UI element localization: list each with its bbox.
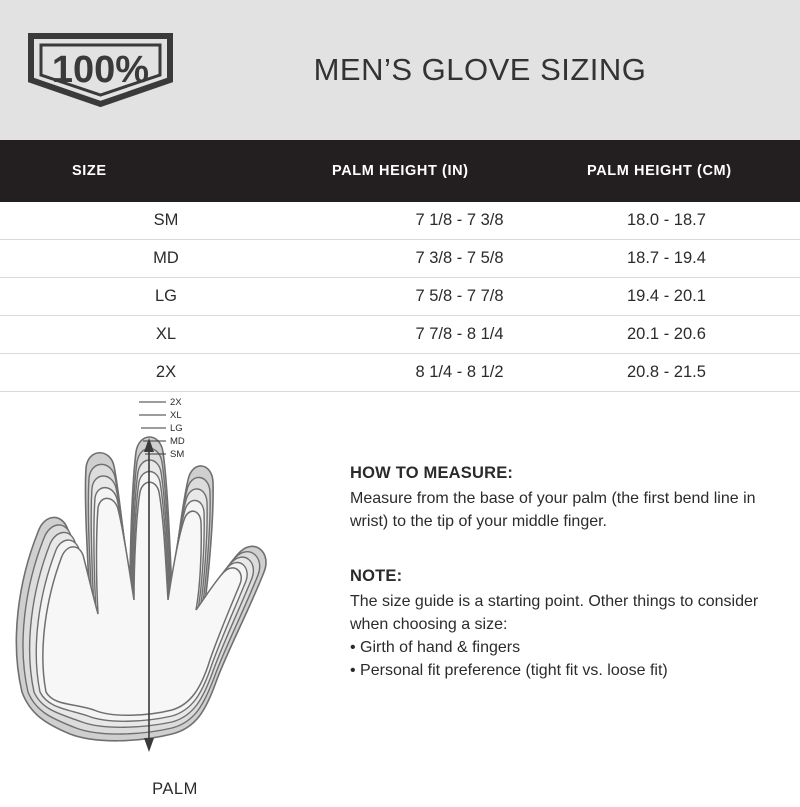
cell-palm-in: 8 1/4 - 8 1/2 [332,354,587,392]
svg-text:100%: 100% [51,49,149,91]
palm-label: PALM [152,780,198,798]
list-item: • Personal fit preference (tight fit vs. loose fit) [350,662,668,679]
cell-palm-cm: 19.4 - 20.1 [587,278,800,316]
note-body: The size guide is a starting point. Other things to consider when choosing a size: [350,593,759,633]
hand-diagram [0,392,350,807]
cell-size: MD [0,240,332,278]
how-to-measure-heading: HOW TO MEASURE: [350,464,514,482]
size-table [0,140,800,392]
table-header-row [0,140,800,202]
table-row [0,354,800,392]
logo-shield-icon [23,30,178,110]
column-header-size: SIZE [0,140,332,202]
cell-palm-in: 7 1/8 - 7 3/8 [332,202,587,240]
cell-palm-in: 7 5/8 - 7 7/8 [332,278,587,316]
table-row [0,240,800,278]
page-title: MEN’S GLOVE SIZING [313,52,647,87]
cell-size: LG [0,278,332,316]
table-body [0,202,800,392]
how-to-measure-body: Measure from the base of your palm (the first bend line in wrist) to the tip of your middle finger. [350,490,756,530]
table-row [0,278,800,316]
table-row [0,316,800,354]
cell-palm-cm: 20.8 - 21.5 [587,354,800,392]
hand-outline-icon [0,392,350,782]
cell-palm-in: 7 3/8 - 7 5/8 [332,240,587,278]
brand-logo [0,30,200,110]
size-tick-2x: 2X [170,397,182,408]
cell-palm-cm: 18.7 - 19.4 [587,240,800,278]
column-header-palm-in: PALM HEIGHT (IN) [332,140,587,202]
header [0,0,800,140]
size-tick-xl: XL [170,410,182,421]
size-tick-lg: LG [170,423,183,434]
note-heading: NOTE: [350,567,403,585]
list-item: • Girth of hand & fingers [350,639,521,656]
cell-size: XL [0,316,332,354]
size-tick-sm: SM [170,449,185,460]
note-bullets [350,636,760,682]
note-block [350,567,760,682]
info-column [350,392,800,807]
size-tick-md: MD [170,436,185,447]
cell-size: 2X [0,354,332,392]
lower-section [0,392,800,807]
column-header-palm-cm: PALM HEIGHT (CM) [587,140,800,202]
table-row [0,202,800,240]
cell-size: SM [0,202,332,240]
measure-arrow-bottom [144,738,154,752]
cell-palm-in: 7 7/8 - 8 1/4 [332,316,587,354]
cell-palm-cm: 20.1 - 20.6 [587,316,800,354]
cell-palm-cm: 18.0 - 18.7 [587,202,800,240]
